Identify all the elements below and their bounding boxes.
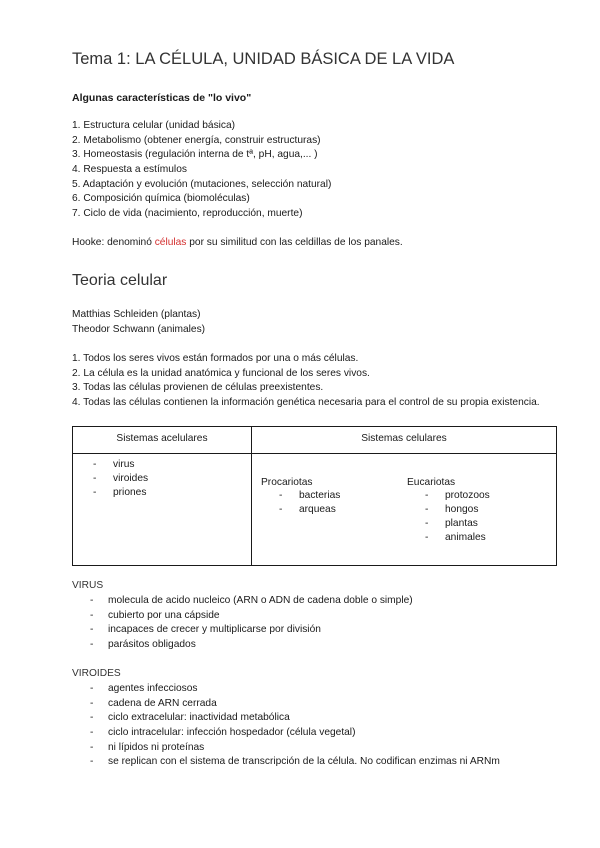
list-item: - se replican con el sistema de transcripción de la célula. No codifican enzimas ni ARNm — [90, 756, 500, 768]
list-item: - incapaces de crecer y multiplicarse por división — [90, 624, 321, 636]
list-item: - priones — [93, 487, 147, 498]
list-item: - ni lípidos ni proteínas — [90, 741, 205, 753]
list-item: - animales — [425, 532, 486, 543]
hooke-text: Hooke: denominó — [72, 237, 155, 248]
list-item: 4. Respuesta a estímulos — [72, 164, 187, 176]
list-item: 4. Todas las células contienen la información genética necesaria para el control de su propia existencia. — [72, 397, 540, 409]
list-item: - bacterias — [279, 490, 341, 501]
list-item: 7. Ciclo de vida (nacimiento, reproducción, muerte) — [72, 208, 303, 220]
virus-list — [90, 595, 413, 654]
list-item: - cubierto por una cápside — [90, 609, 220, 621]
list-item: 2. Metabolismo (obtener energía, construir estructuras) — [72, 134, 321, 146]
list-item: 6. Composición química (biomoléculas) — [72, 193, 250, 205]
list-item: - ciclo extracelular: inactividad metabólica — [90, 712, 290, 724]
list-item: - agentes infecciosos — [90, 683, 198, 694]
list-item: Matthias Schleiden (plantas) — [72, 309, 201, 320]
list-item: 3. Todas las células provienen de células preexistentes. — [72, 382, 324, 394]
list-item: 2. La célula es la unidad anatómica y funcional de los seres vivos. — [72, 367, 370, 379]
list-item: - cadena de ARN cerrada — [90, 697, 217, 709]
table-divider — [73, 453, 556, 454]
list-item: - plantas — [425, 518, 478, 529]
list-item: 5. Adaptación y evolución (mutaciones, selección natural) — [72, 178, 332, 190]
procariotas-list — [279, 490, 340, 518]
classification-table — [72, 426, 557, 566]
hooke-note — [72, 236, 403, 251]
list-item: Theodor Schwann (animales) — [72, 323, 206, 335]
list-item: 1. Estructura celular (unidad básica) — [72, 120, 236, 131]
viroides-label: VIROIDES — [72, 668, 121, 679]
table-header-acelulares: Sistemas acelulares — [116, 433, 208, 444]
page-title: Tema 1: LA CÉLULA, UNIDAD BÁSICA DE LA VIDA — [72, 50, 455, 68]
list-item: - hongos — [425, 504, 479, 515]
table-divider — [251, 427, 252, 565]
teoria-heading: Teoria celular — [72, 272, 168, 289]
scientists-list — [72, 308, 205, 337]
hooke-text-end: por su similitud con las celdillas de los panales. — [186, 237, 403, 248]
eucariotas-list — [425, 490, 490, 546]
postulates-list — [72, 352, 540, 411]
list-item: - ciclo intracelular: infección hospedador (célula vegetal) — [90, 727, 356, 739]
characteristics-list — [72, 119, 331, 222]
list-item: 3. Homeostasis (regulación interna de tª, pH, agua,... ) — [72, 149, 318, 161]
virus-label: VIRUS — [72, 580, 104, 591]
list-item: - viroides — [93, 473, 149, 484]
list-item: 1. Todos los seres vivos están formados por una o más células. — [72, 353, 359, 364]
list-item: - parásitos obligados — [90, 639, 196, 651]
list-item: - virus — [93, 459, 135, 470]
acelulares-list — [93, 459, 148, 501]
viroides-list — [90, 683, 500, 771]
list-item: - arqueas — [279, 504, 336, 515]
list-item: - molecula de acido nucleico (ARN o ADN de cadena doble o simple) — [90, 595, 413, 606]
table-header-celulares: Sistemas celulares — [361, 433, 447, 444]
eucariotas-label: Eucariotas — [407, 477, 456, 488]
procariotas-label: Procariotas — [261, 477, 313, 488]
hooke-highlight: células — [154, 237, 187, 248]
section-subtitle: Algunas características de "lo vivo" — [72, 92, 252, 104]
list-item: - protozoos — [425, 490, 490, 501]
